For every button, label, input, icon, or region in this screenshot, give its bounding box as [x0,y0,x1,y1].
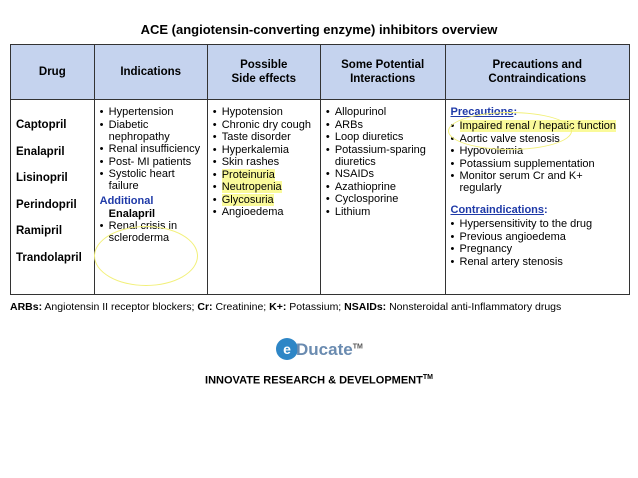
list-item [213,194,318,206]
interactions-cell [320,100,445,295]
abbr-cr-text: Creatinine; [212,301,267,313]
abbr-nsaids-text: Nonsteroidal anti-Inflammatory drugs [386,301,562,313]
header-interactions [320,45,445,100]
list-item: • Hypotension [213,106,318,118]
company-tm: TM [422,374,433,381]
precautions-heading-text: Precautions [450,106,514,118]
list-item: • Hypersensitivity to the drug [451,218,628,230]
drug-name: Perindopril [16,198,77,211]
contraindications-heading-text: Contraindications [450,204,545,216]
list-item [213,181,318,193]
drug-name: Lisinopril [16,172,68,184]
list-item: • Hypovolemia [451,145,628,157]
list-item: • Previous angioedema [451,231,628,243]
list-item: • Post- MI patients [100,156,205,168]
company-name-text: INNOVATE RESEARCH & DEVELOPMENT [205,374,423,387]
indications-cell [94,100,207,295]
highlighted-text: Glycosuria [221,193,274,206]
interactions-list [321,100,445,218]
drug-name: Ramipril [16,225,63,237]
logo-wordmark: Ducate [296,340,353,359]
header-drug: Drug [11,45,95,100]
header-side-effects [207,45,320,100]
additional-list [95,220,207,244]
precautions-section [446,100,630,268]
list-item: • Renal insufficiency [100,143,205,155]
side-effects-list [208,100,320,218]
list-item: • Azathioprine [326,181,443,193]
abbr-arbs: ARBs: [10,301,43,313]
list-item: • Diabetic nephropathy [100,119,205,143]
list-item: • Hyperkalemia [213,144,318,156]
header-side-effects-line1: Possible [240,59,288,71]
abbr-nsaids: NSAIDs: [344,301,387,313]
drug-list [11,100,94,277]
indications-list [95,100,207,192]
abbr-arbs-text: Angiotensin II receptor blockers; [42,301,195,313]
list-item: • Potassium-sparing diuretics [326,144,443,168]
list-item: • ARBs [326,119,443,131]
contraindications-colon: : [544,204,548,216]
precautions-cell [445,100,630,295]
list-item [451,120,628,132]
drug-cell [11,100,95,295]
abbr-k: K+: [269,301,287,313]
header-interactions-line2: Interactions [350,73,416,85]
educate-logo [276,338,366,362]
list-item: • Monitor serum Cr and K+ regularly [451,170,628,194]
list-item: • Angioedema [213,206,318,218]
list-item: • Hypertension [100,106,205,118]
highlighted-text: Impaired renal / hepatic function [459,120,617,132]
precautions-heading [446,106,630,119]
additional-drug: Enalapril [108,208,156,220]
list-item: • Allopurinol [326,106,443,118]
logo-text [296,340,363,360]
list-item: • Skin rashes [213,156,318,168]
abbreviations-footnote [10,301,561,313]
drug-name: Enalapril [16,145,65,158]
list-item: • Systolic heart failure [100,168,205,192]
company-name [0,374,638,387]
list-item: • Loop diuretics [326,131,443,143]
abbr-cr: Cr: [197,301,213,313]
list-item: • Aortic valve stenosis [451,133,628,145]
header-side-effects-line2: Side effects [231,73,297,85]
highlighted-text: Neutropenia [221,181,282,193]
table-body-row [11,100,630,295]
side-effects-cell [207,100,320,295]
list-item: • NSAIDs [326,168,443,180]
list-item: • Lithium [326,206,443,218]
header-precautions-line1: Precautions and [492,59,582,71]
list-item: • Taste disorder [213,131,318,143]
ace-inhibitors-table [10,44,630,295]
list-item: • Cyclosporine [326,193,443,205]
header-indications: Indications [94,45,207,100]
abbr-k-text: Potassium; [286,301,342,313]
list-item: • Potassium supplementation [451,158,628,170]
additional-heading: Additional [99,195,154,207]
header-precautions [445,45,630,100]
precautions-colon: : [513,106,518,118]
drug-name: Trandolapril [16,251,82,264]
page-title: ACE (angiotensin-converting enzyme) inhibitors overview [140,22,498,37]
list-item [213,169,318,181]
header-interactions-line1: Some Potential [341,59,425,71]
precautions-list [446,119,630,194]
list-item: • Pregnancy [451,243,628,255]
highlighted-text: Proteinuria [221,168,275,181]
list-item: • Renal artery stenosis [451,256,628,268]
table-header-row [11,45,630,100]
contraindications-heading [446,204,630,217]
logo-tm: TM [352,343,363,351]
header-precautions-line2: Contraindications [488,73,587,85]
list-item: • Chronic dry cough [213,119,318,131]
list-item: • Renal crisis in scleroderma [100,220,205,244]
logo-e-icon: e [276,338,298,360]
contraindications-list [446,217,630,268]
drug-name: Captopril [16,119,67,131]
